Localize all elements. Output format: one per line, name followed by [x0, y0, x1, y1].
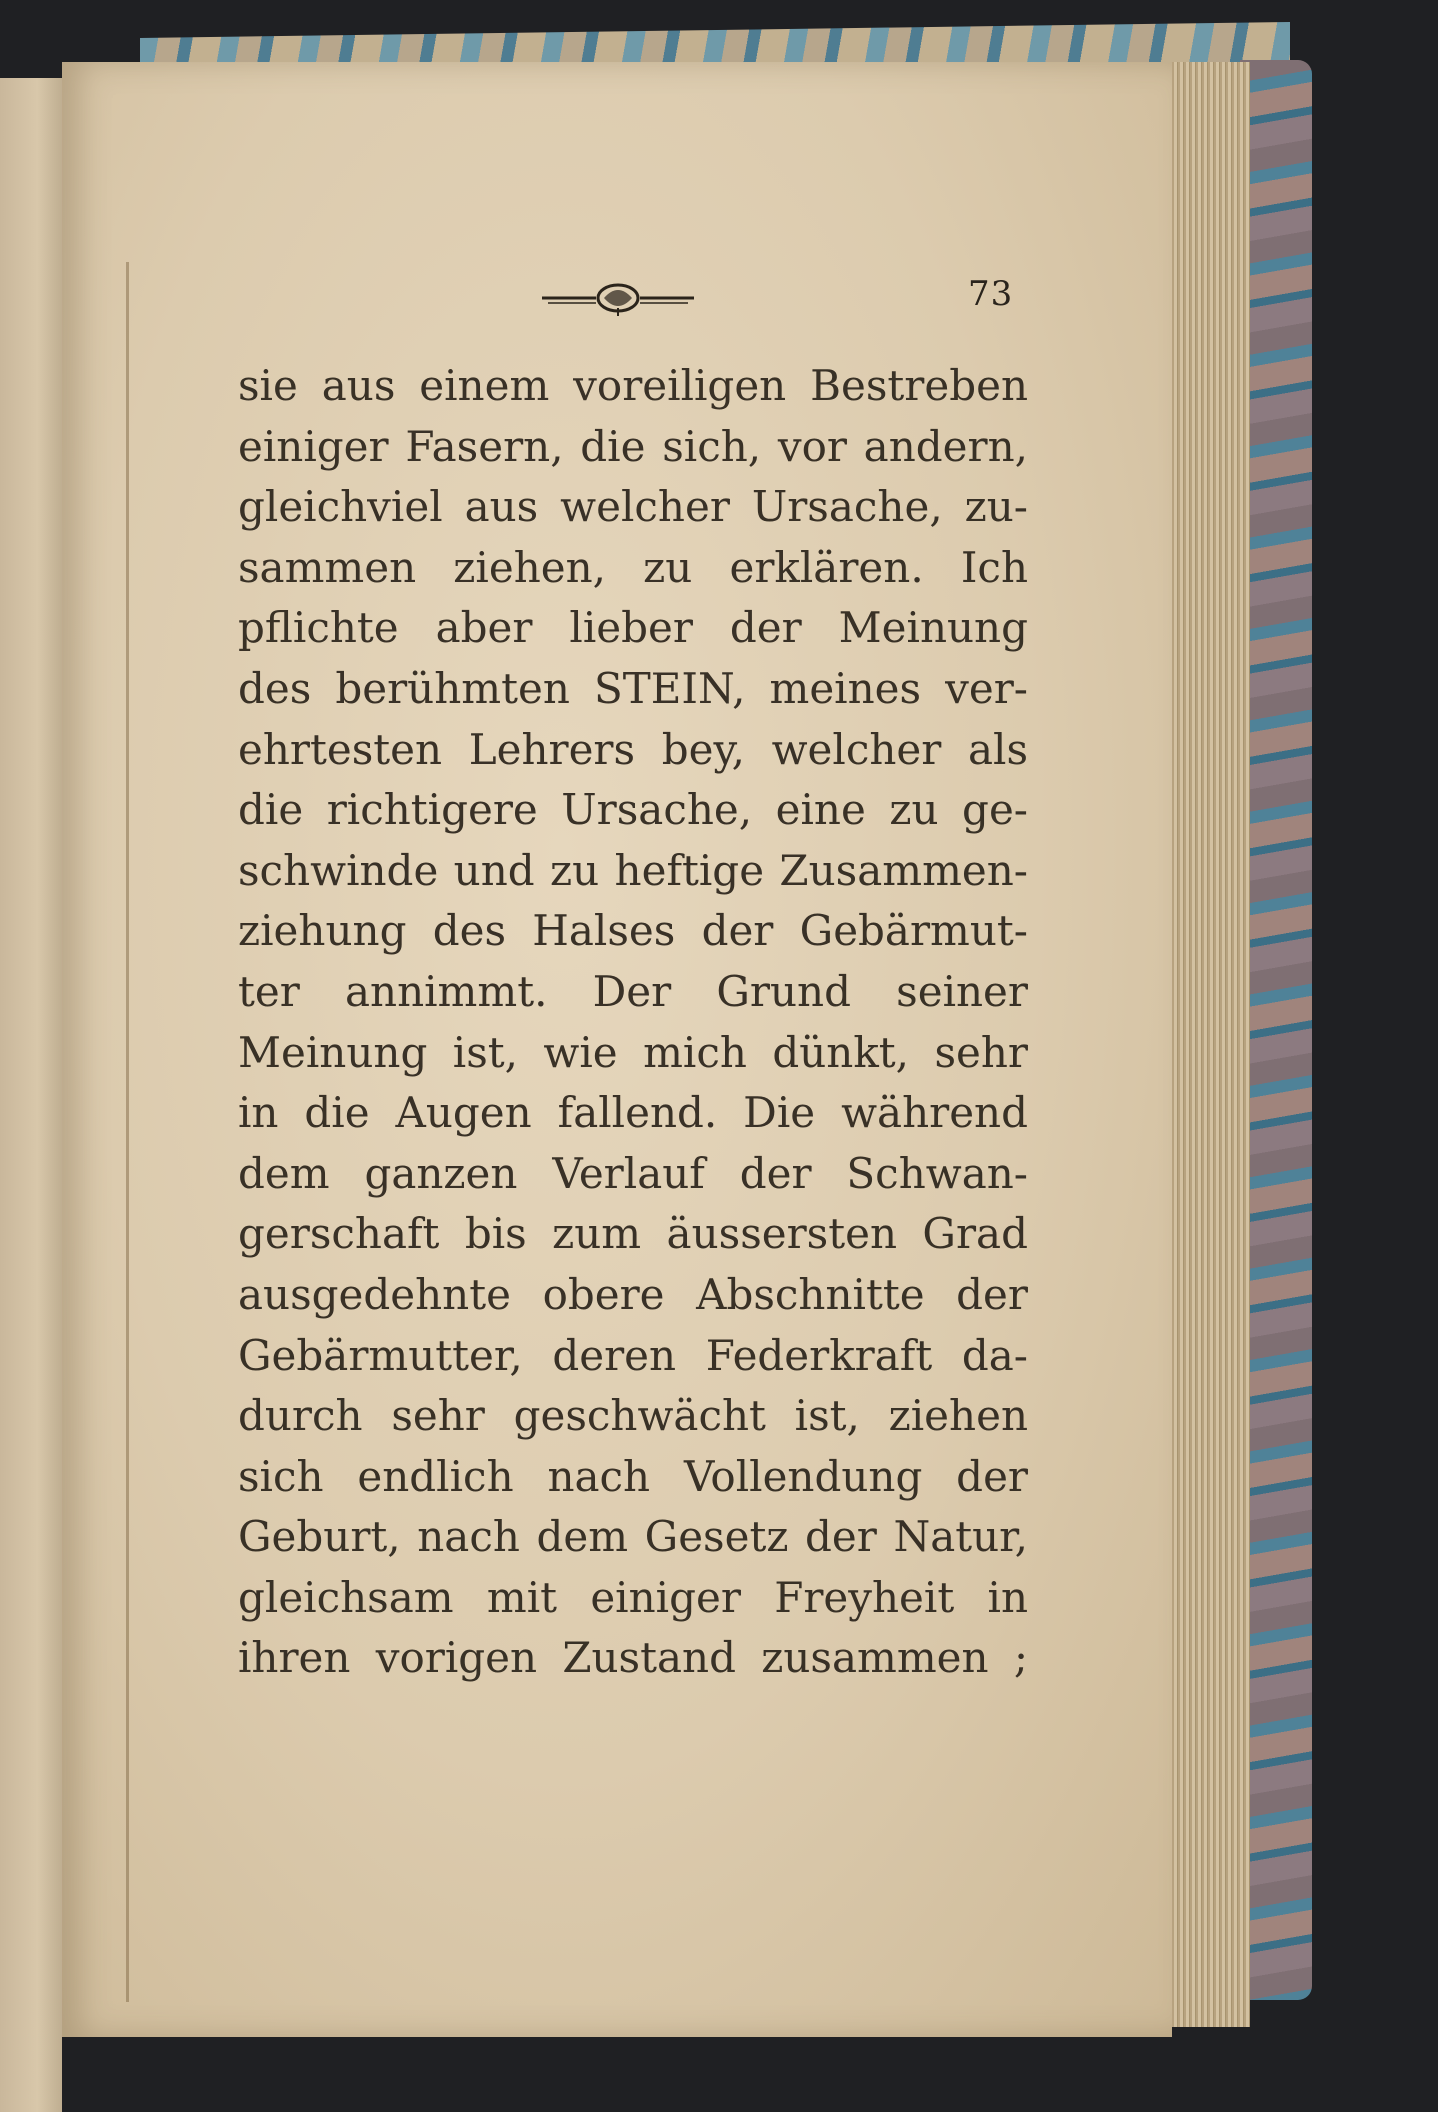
- text-line: gleichsam mit einiger Freyheit in: [238, 1572, 1028, 1622]
- page-header: [238, 268, 1038, 328]
- text-line: ter annimmt. Der Grund seiner: [238, 966, 1028, 1016]
- text-line: schwinde und zu heftige Zusammen-: [238, 845, 1028, 895]
- text-line: ausgedehnte obere Abschnitte der: [238, 1269, 1028, 1319]
- marbled-cover-right-edge: [1240, 60, 1312, 2000]
- text-line: Meinung ist, wie mich dünkt, sehr: [238, 1027, 1028, 1077]
- text-line: Gebärmutter, deren Federkraft da-: [238, 1330, 1028, 1380]
- text-line: durch sehr geschwächt ist, ziehen: [238, 1391, 1028, 1441]
- previous-page-edge: [0, 78, 62, 2112]
- text-line: in die Augen fallend. Die während: [238, 1088, 1028, 1138]
- text-line: ziehung des Halses der Gebärmut-: [238, 906, 1028, 956]
- page-text: [238, 356, 1038, 1689]
- text-line: des berühmten STEIN, meines ver-: [238, 663, 1028, 713]
- text-line: sammen ziehen, zu erklären. Ich: [238, 542, 1028, 592]
- text-line: gerschaft bis zum äussersten Grad: [238, 1209, 1028, 1259]
- text-line: pflichte aber lieber der Meinung: [238, 603, 1028, 653]
- text-line: gleichviel aus welcher Ursache, zu-: [238, 482, 1028, 532]
- text-line: dem ganzen Verlauf der Schwan-: [238, 1148, 1028, 1198]
- text-line: einiger Fasern, die sich, vor andern,: [238, 421, 1028, 471]
- gutter-shadow: [126, 262, 129, 2002]
- page-stack-edge: [1160, 62, 1250, 2027]
- header-ornament-icon: [538, 278, 698, 318]
- text-line: sie aus einem voreiligen Bestreben: [238, 361, 1028, 410]
- text-line: Geburt, nach dem Gesetz der Natur,: [238, 1512, 1028, 1562]
- text-line: die richtigere Ursache, eine zu ge-: [238, 785, 1028, 835]
- text-line: ehrtesten Lehrers bey, welcher als: [238, 724, 1028, 774]
- text-line: sich endlich nach Vollendung der: [238, 1451, 1028, 1501]
- text-line: ihren vorigen Zustand zusammen ;: [238, 1633, 1028, 1683]
- page-number: 73: [968, 274, 1014, 314]
